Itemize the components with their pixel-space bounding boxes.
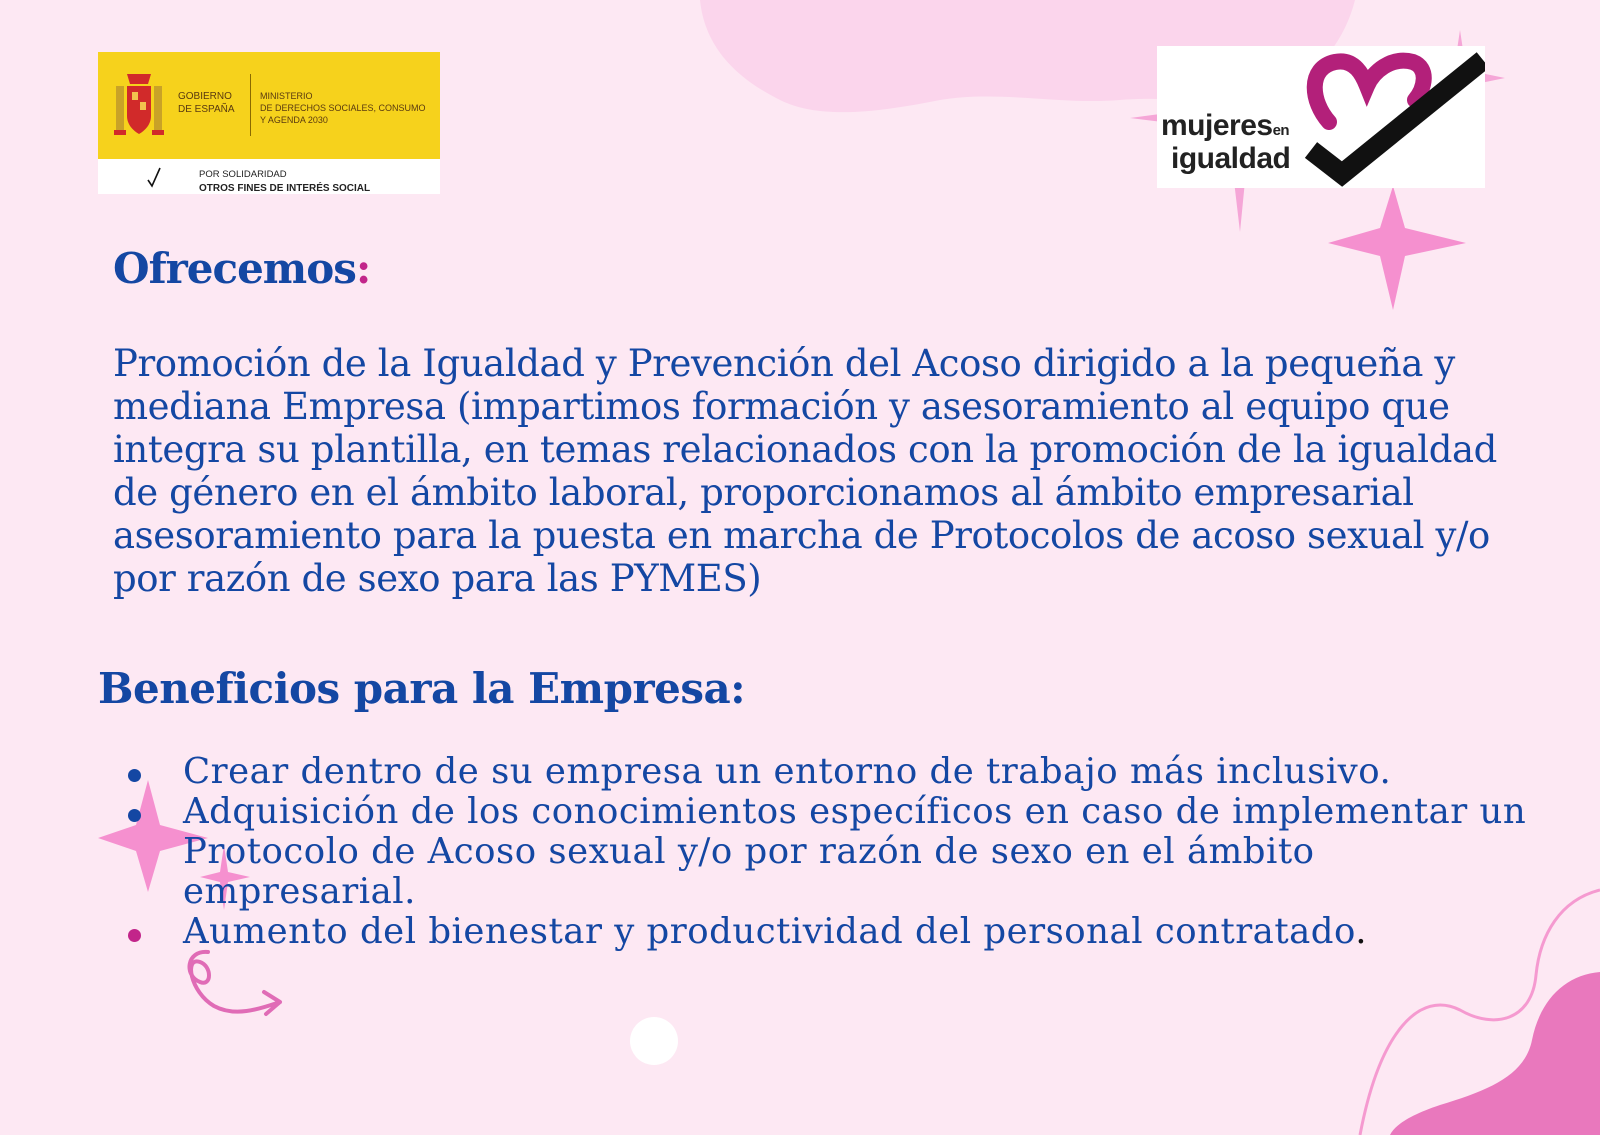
gobierno-logo <box>98 52 440 194</box>
ofrecemos-colon: : <box>355 244 371 293</box>
ministerio-line-3: Y AGENDA 2030 <box>260 115 328 125</box>
ofrecemos-title-text: Ofrecemos <box>113 244 356 293</box>
list-item-text: Adquisición de los conocimientos específicos en caso de implementar un Protocolo de Acoso sexual y/o por razón de sexo en el ámbito empresarial. <box>183 791 1527 912</box>
list-item-period: . <box>1355 911 1368 952</box>
en-word: en <box>1272 122 1290 139</box>
mujeres-en-igualdad-logo <box>1157 46 1485 188</box>
check-icon <box>146 166 162 190</box>
list-item <box>0 792 1540 912</box>
bottom-right-blob <box>1390 972 1600 1135</box>
ofrecemos-heading <box>113 244 370 293</box>
mujeres-wordmark <box>1161 109 1291 175</box>
mujeres-word: mujeres <box>1161 109 1273 142</box>
fines-text: OTROS FINES DE INTERÉS SOCIAL <box>199 183 371 194</box>
list-item <box>0 752 1540 792</box>
list-item-text: Aumento del bienestar y productividad del personal contratado <box>183 911 1356 952</box>
ofrecemos-paragraph: Promoción de la Igualdad y Prevención del Acoso dirigido a la pequeña y mediana Empresa (impartimos formación y asesoramiento al equipo que integra su plantilla, en temas relacionados con la promoción de la igualdad de género en el ámbito laboral, proporcionamos al ámbito empresarial asesoramiento para la puesta en marcha de Protocolos de acoso sexual y/o por razón de sexo para las PYMES) <box>113 342 1497 600</box>
logo-divider <box>250 74 251 136</box>
white-dot <box>630 1017 678 1065</box>
igualdad-word: igualdad <box>1171 142 1291 175</box>
ministerio-line-1: MINISTERIO <box>260 91 313 101</box>
gobierno-line-2: DE ESPAÑA <box>178 104 235 115</box>
curly-arrow <box>190 952 280 1014</box>
gobierno-line-1: GOBIERNO <box>178 91 232 102</box>
coat-of-arms-icon <box>110 66 168 144</box>
solidaridad-text: POR SOLIDARIDAD <box>199 169 287 180</box>
list-item-text: Crear dentro de su empresa un entorno de trabajo más inclusivo. <box>183 751 1392 792</box>
bullet-icon <box>128 929 141 942</box>
list-item <box>0 912 1540 952</box>
sparkle-right <box>1328 186 1466 310</box>
bullet-icon <box>128 769 141 782</box>
beneficios-heading: Beneficios para la Empresa: <box>98 664 746 713</box>
ministerio-line-2: DE DERECHOS SOCIALES, CONSUMO <box>260 103 426 113</box>
bullet-icon <box>128 809 141 822</box>
beneficios-list <box>0 752 1540 952</box>
